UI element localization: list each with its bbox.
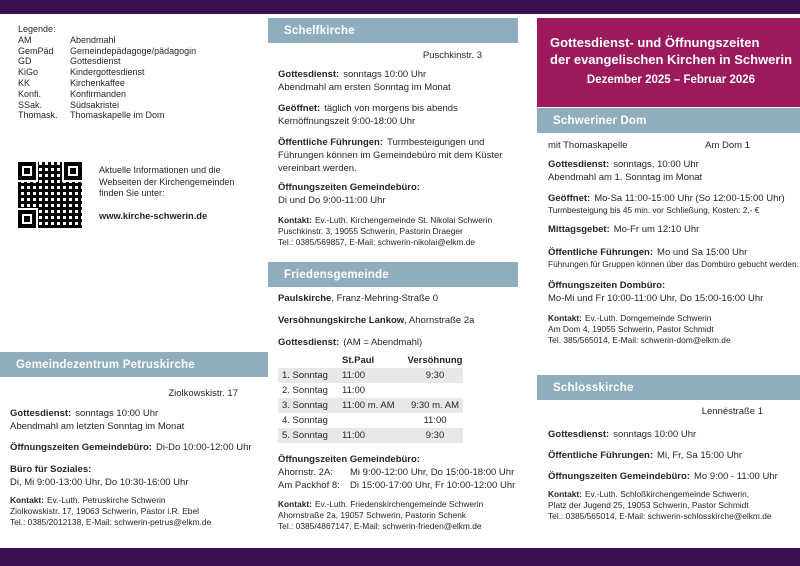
office-hours: Öffnungszeiten Dombüro: Mo-Mi und Fr 10:00-11:00 Uhr, Do 15:00-16:00 Uhr — [548, 280, 764, 304]
opening-times: Geöffnet: Mo-Sa 11:00-15:00 Uhr (So 12:00-15:00 Uhr) Turmbesteigung bis 45 min. vor Schließung, Kosten: 2,- € — [548, 193, 785, 215]
opening-times: Geöffnet: täglich von morgens bis abends Kernöffnungszeit 9:00-18:00 Uhr — [278, 103, 458, 127]
legend-row: GemPäd Gemeindepädagoge/pädagogin — [18, 45, 197, 56]
page-title: der evangelischen Kirchen in Schwerin — [550, 52, 793, 67]
address-schlosskirche: Lennéstraße 1 — [701, 406, 763, 417]
table-row: 1. Sonntag 11:00 9:30 — [278, 368, 463, 383]
section-petruskirche — [10, 407, 262, 528]
legend-row: Konfi. Konfirmanden — [18, 88, 127, 99]
office-hours-row: Ahornstr. 2A: Mi 9:00-12:00 Uhr, Do 15:00-18:00 Uhr — [278, 467, 515, 478]
title-block — [537, 18, 800, 107]
table-row: 2. Sonntag 11:00 — [282, 385, 366, 396]
service-times: Gottesdienst: sonntags 10:00 Uhr Abendmahl am ersten Sonntag im Monat — [278, 69, 451, 93]
section-dom — [548, 158, 799, 346]
office-hours: Öffnungszeiten Gemeindebüro: Di und Do 9:00-11:00 Uhr — [278, 182, 420, 206]
contact-block: Kontakt: Ev.-Luth. Friedenskirchengemeinde Schwerin Ahornstraße 2a, 19057 Schwerin, Pastorin Schenk Tel.: 0385/4867147, E-Mail: schwerin-frieden@elkm.de — [278, 499, 484, 531]
section-header-schelfkirche: Schelfkirche — [268, 18, 518, 43]
legend — [18, 24, 196, 121]
office-hours-row: Am Packhof 8: Di 15:00-17:00 Uhr, Fr 10:00-12:00 Uhr — [278, 480, 516, 491]
address-schelfkirche: Puschkinstr. 3 — [422, 50, 482, 61]
legend-row: KiGo Kindergottesdienst — [18, 67, 145, 78]
office-hours: Öffnungszeiten Gemeindebüro: Ahornstr. 2A: Mi 9:00-12:00 Uhr, Do 15:00-18:00 Uhr Am Packhof 8: Di 15:00-17:00 Uhr, Fr 10:00-12:00 Uhr — [278, 453, 522, 492]
legend-row: GD Gottesdienst — [18, 56, 121, 67]
panel-middle — [268, 0, 528, 566]
service-times: Gottesdienst: sonntags 10:00 Uhr Abendmahl am letzten Sonntag im Monat — [10, 408, 185, 432]
public-tours: Öffentliche Führungen: Mi, Fr, Sa 15:00 Uhr — [548, 450, 743, 461]
address-petruskirche: Ziolkowskistr. 17 — [168, 388, 238, 399]
section-header-petruskirche: Gemeindezentrum Petruskirche — [0, 352, 268, 377]
panel-left — [0, 0, 268, 566]
church-address: Paulskirche, Franz-Mehring-Straße 0 — [278, 293, 438, 304]
section-friedensgemeinde — [278, 292, 522, 532]
legend-row: AM Abendmahl — [18, 34, 116, 45]
public-tours: Öffentliche Führungen: Mo und Sa 15:00 Uhr Führungen für Gruppen können über das Dombüro gebucht werden. — [548, 247, 799, 269]
service-times-intro: Gottesdienst: (AM = Abendmahl) — [278, 337, 423, 348]
section-header-schlosskirche: Schlosskirche — [537, 375, 800, 400]
contact-block: Kontakt: Ev.-Luth. Schloßkirchengemeinde Schwerin, Platz der Jugend 25, 19053 Schwerin, Pastor Schmidt Tel.: 0385/565014, E-Mail: schwerin-schlosskirche@elkm.de — [548, 489, 772, 521]
website-info-text: Aktuelle Informationen und die Webseiten der Kirchengemeinden finden Sie unter: www.kirche-schwerin.de — [99, 165, 235, 221]
section-schelfkirche — [278, 68, 522, 248]
contact-block: Kontakt: Ev.-Luth. Domgemeinde Schwerin Am Dom 4, 19055 Schwerin, Pastor Schmidt Tel. 385/565014, E-Mail: schwerin-dom@elkm.de — [548, 313, 731, 345]
website-url: www.kirche-schwerin.de — [99, 210, 208, 221]
section-schlosskirche — [548, 428, 796, 522]
midday-prayer: Mittagsgebet: Mo-Fr um 12:10 Uhr — [548, 224, 700, 235]
legend-row: Thomask. Thomaskapelle im Dom — [18, 110, 165, 121]
service-times: Gottesdienst: sonntags, 10:00 Uhr Abendmahl am 1. Sonntag im Monat — [548, 159, 703, 183]
contact-block: Kontakt: Ev.-Luth. Kirchengemeinde St. Nikolai Schwerin Puschkinstr. 3, 19055 Schwerin, Pastorin Draeger Tel.: 0385/569857, E-Mail: schwerin-nikolai@elkm.de — [278, 215, 493, 247]
contact-block: Kontakt: Ev.-Luth. Petruskirche Schwerin Ziolkowskistr. 17, 19063 Schwerin, Pastor i.R. Ebel Tel.: 0385/2012138, E-Mail: schwerin-petrus@elkm.de — [10, 495, 212, 527]
title-period: Dezember 2025 – Februar 2026 — [586, 74, 756, 86]
office-hours: Öffnungszeiten Gemeindebüro: Mo 9:00 - 11:00 Uhr — [548, 471, 778, 482]
social-office-hours: Büro für Soziales: Di, Mi 9:00-13:00 Uhr, Do 10:30-16:00 Uhr — [10, 464, 189, 488]
dom-subheader: mit Thomaskapelle Am Dom 1 — [548, 140, 750, 151]
table-row: 4. Sonntag 11:00 — [282, 415, 447, 426]
address-dom: Am Dom 1 — [705, 140, 750, 151]
public-tours: Öffentliche Führungen: Turmbesteigungen und Führungen können im Gemeindebüro mit dem Küster vereinbart werden. — [278, 137, 503, 174]
page-title: Gottesdienst- und Öffnungszeiten — [550, 35, 760, 50]
service-times-table — [278, 353, 463, 443]
table-row: 5. Sonntag 11:00 9:30 — [278, 428, 463, 443]
qr-code-icon — [18, 162, 82, 228]
legend-title: Legende: — [18, 24, 56, 34]
church-address: Versöhnungskirche Lankow, Ahornstraße 2a — [278, 315, 475, 326]
panel-right — [537, 0, 800, 566]
table-header-row: St.Paul Versöhnung — [342, 355, 463, 366]
section-header-friedensgemeinde: Friedensgemeinde — [268, 262, 518, 287]
table-row: 3. Sonntag 11:00 m. AM 9:30 m. AM — [278, 398, 463, 413]
legend-row: SSak. Südsakristei — [18, 99, 120, 110]
legend-row: KK Kirchenkaffee — [18, 77, 125, 88]
section-header-dom: Schweriner Dom — [537, 108, 800, 133]
office-hours: Öffnungszeiten Gemeindebüro: Di-Do 10:00-12:00 Uhr — [10, 442, 252, 453]
service-times: Gottesdienst: sonntags 10:00 Uhr — [548, 429, 697, 440]
website-info — [18, 162, 234, 228]
